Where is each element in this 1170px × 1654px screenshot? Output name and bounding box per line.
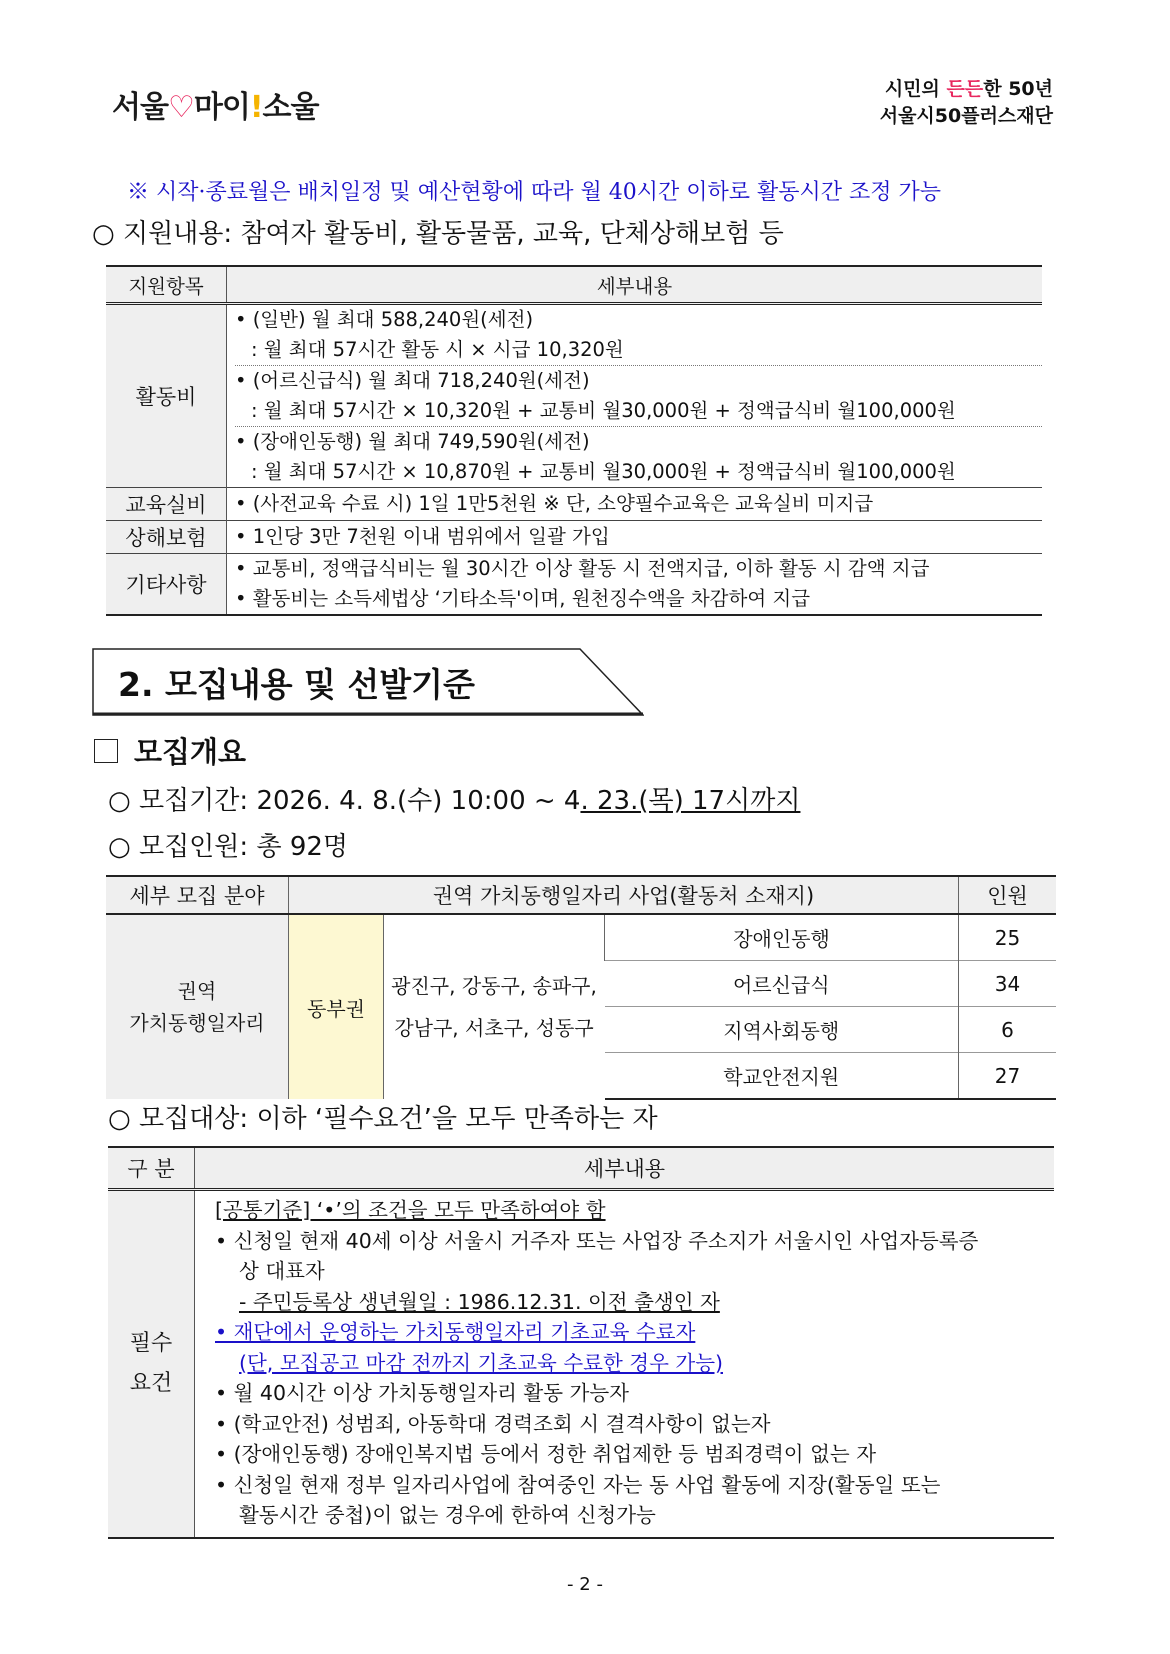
page-number: - 2 - [567, 1574, 603, 1595]
requirement-line: • 신청일 현재 정부 일자리사업에 참여중인 자는 동 사업 활동에 지장(활동일 또는 [215, 1472, 941, 1497]
header-details: 세부내용 [227, 266, 1043, 304]
activity-count: 34 [959, 961, 1057, 1007]
logo-text-soul: 소울 [262, 90, 319, 125]
detail-line: : 월 최대 57시간 × 10,870원 + 교통비 월30,000원 + 정액급식비 월100,000원 [251, 460, 956, 483]
etc-label: 기타사항 [106, 554, 227, 616]
section-title: 2. 모집내용 및 선발기준 [118, 665, 475, 704]
requirement-line: 상 대표자 [239, 1259, 325, 1283]
requirement-details [195, 1190, 1055, 1538]
header-details: 세부내용 [195, 1147, 1055, 1190]
activity-type: 어르신급식 [605, 961, 959, 1007]
requirement-line: • (장애인동행) 장애인복지법 등에서 정한 취업제한 등 범죄경력이 없는 자 [215, 1442, 877, 1466]
region-cell: 동부권 [289, 914, 384, 1099]
requirement-line: • 신청일 현재 40세 이상 서울시 거주자 또는 사업장 주소지가 서울시인 사업자등록증 [215, 1228, 979, 1253]
activity-count: 27 [959, 1053, 1057, 1100]
period-deadline: . 23.(목) 17시까지 [580, 786, 801, 816]
logo-text-seoul: 서울 [112, 90, 168, 125]
header-project: 권역 가치동행일자리 사업(활동처 소재지) [289, 876, 959, 914]
foundation-slogan [880, 76, 1053, 130]
activity-fee-details [227, 304, 1043, 488]
detail-line: • (장애인동행) 월 최대 749,590원(세전) [235, 426, 1042, 457]
insurance-label: 상해보험 [106, 521, 227, 554]
support-table [106, 265, 1042, 616]
support-content-line: ○ 지원내용: 참여자 활동비, 활동물품, 교육, 단체상해보험 등 [92, 219, 784, 249]
requirement-line: - 주민등록상 생년월일 : 1986.12.31. 이전 출생인 자 [239, 1289, 720, 1314]
slogan-part: 한 50년 [983, 78, 1053, 100]
common-criteria: [공통기준] ‘•’의 조건을 모두 만족하여야 함 [215, 1198, 606, 1222]
requirement-table [108, 1146, 1054, 1539]
heart-icon: ♡ [167, 90, 194, 125]
requirement-line: 활동시간 중첩)이 없는 경우에 한하여 신청가능 [239, 1503, 656, 1527]
period-text: ○ 모집기간: 2026. 4. 8.(수) 10:00 ~ 4 [108, 786, 581, 816]
logo-text-my: 마이 [193, 90, 250, 125]
header-field: 세부 모집 분야 [106, 876, 289, 914]
activity-fee-label: 활동비 [106, 304, 227, 488]
slogan-highlight: 든든 [946, 78, 984, 100]
detail-line: : 월 최대 57시간 활동 시 × 시급 10,320원 [251, 338, 624, 361]
label-line: 요건 [129, 1370, 173, 1396]
field-line: 권역 [177, 979, 217, 1003]
logo-exclamation: ! [249, 90, 263, 125]
checkbox-square-icon [94, 739, 118, 763]
field-line: 가치동행일자리 [129, 1011, 265, 1035]
activity-type: 지역사회동행 [605, 1007, 959, 1053]
requirement-line: • (학교안전) 성범죄, 아동학대 경력조회 시 결격사항이 없는자 [215, 1411, 771, 1436]
detail-line: • (어르신급식) 월 최대 718,240원(세전) [235, 365, 1042, 396]
etc-line: • 교통비, 정액급식비는 월 30시간 이상 활동 시 전액지급, 이하 활동 시 감액 지급 [235, 557, 930, 580]
activity-type: 학교안전지원 [605, 1053, 959, 1100]
detail-line: • (일반) 월 최대 588,240원(세전) [235, 308, 534, 331]
header-category: 구 분 [108, 1147, 195, 1190]
header-support-item: 지원항목 [106, 266, 227, 304]
slogan-part: 시민의 [884, 78, 947, 100]
requirement-line: (단, 모집공고 마감 전까지 기초교육 수료한 경우 가능) [239, 1350, 723, 1375]
activity-count: 6 [959, 1007, 1057, 1053]
label-line: 필수 [129, 1330, 173, 1356]
districts-line: 광진구, 강동구, 송파구, [391, 974, 597, 998]
field-cell [106, 914, 289, 1099]
requirement-line: • 재단에서 운영하는 가치동행일자리 기초교육 수료자 [215, 1320, 696, 1344]
requirement-line: • 월 40시간 이상 가치동행일자리 활동 가능자 [215, 1381, 629, 1405]
recruit-target-line: ○ 모집대상: 이하 ‘필수요건’을 모두 만족하는 자 [108, 1104, 658, 1134]
recruit-count: ○ 모집인원: 총 92명 [108, 832, 349, 862]
districts-cell [384, 914, 605, 1099]
education-fee-label: 교육실비 [106, 488, 227, 521]
recruit-table [106, 875, 1056, 1100]
education-fee-text: • (사전교육 수료 시) 1일 1만5천원 ※ 단, 소양필수교육은 교육실비 미지급 [235, 492, 874, 515]
activity-count: 25 [959, 914, 1057, 961]
etc-line: • 활동비는 소득세법상 ‘기타소득'이며, 원천징수액을 차감하여 지급 [235, 587, 811, 610]
insurance-text: • 1인당 3만 7천원 이내 범위에서 일괄 가입 [235, 525, 610, 548]
schedule-notice: ※ 시작·종료월은 배치일정 및 예산현황에 따라 월 40시간 이하로 활동시간 조정 가능 [127, 180, 941, 205]
activity-type: 장애인동행 [605, 914, 959, 961]
foundation-name: 서울시50플러스재단 [879, 105, 1053, 127]
header-count: 인원 [959, 876, 1057, 914]
districts-line: 강남구, 서초구, 성동구 [394, 1016, 594, 1040]
sub-heading-text: 모집개요 [134, 735, 247, 769]
detail-line: : 월 최대 57시간 × 10,320원 + 교통비 월30,000원 + 정액급식비 월100,000원 [251, 399, 956, 422]
seoul-my-soul-logo [112, 82, 319, 126]
recruit-period [108, 780, 800, 817]
recruit-overview-heading [94, 730, 246, 771]
requirement-label [108, 1190, 195, 1538]
